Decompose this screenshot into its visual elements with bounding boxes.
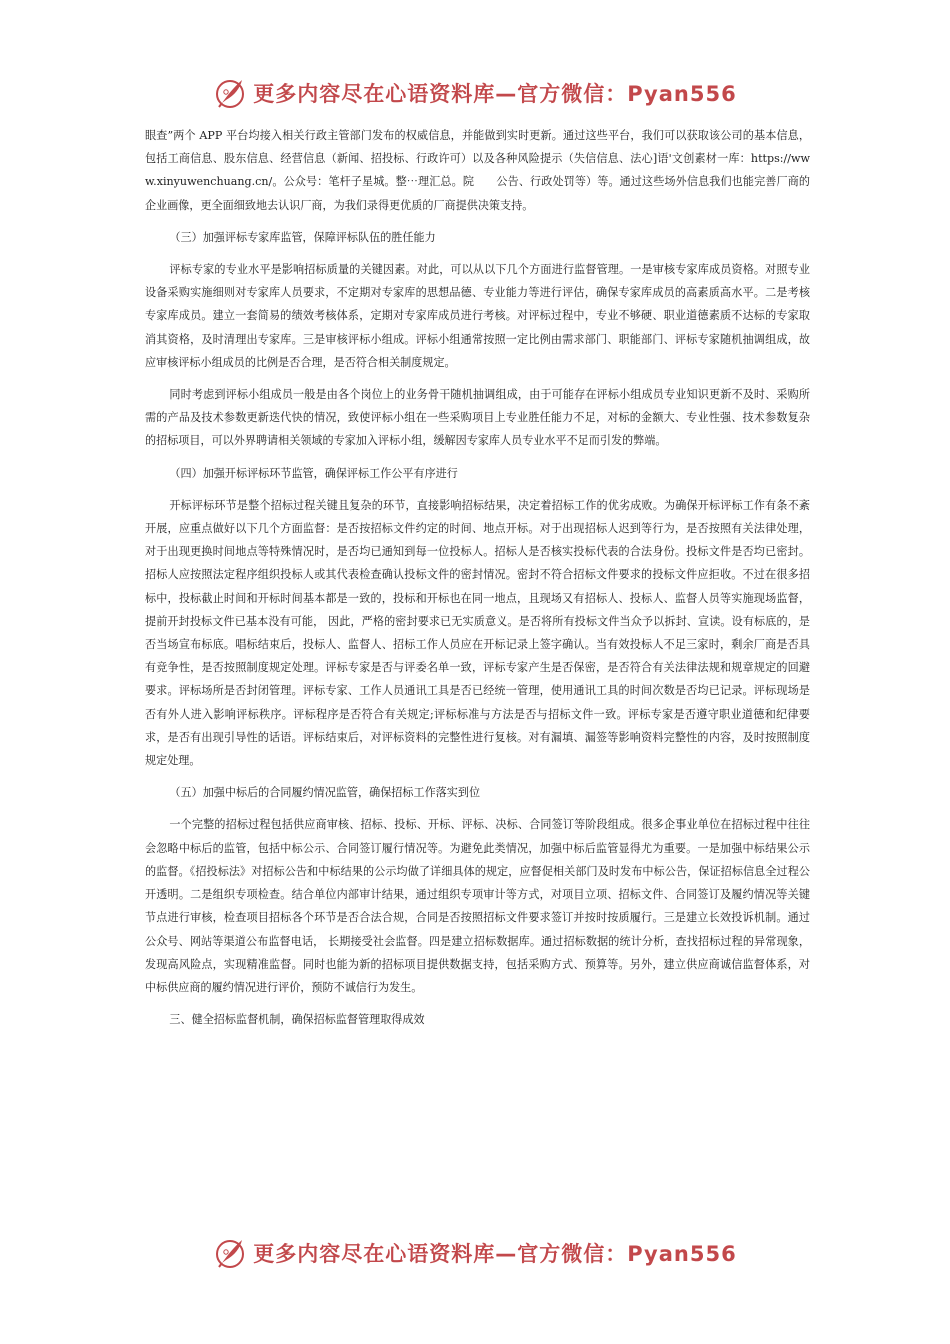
section-heading-4: （四）加强开标评标环节监管，确保评标工作公平有序进行 xyxy=(169,466,458,480)
document-body xyxy=(145,124,810,1040)
section-heading-5: （五）加强中标后的合同履约情况监管，确保招标工作落实到位 xyxy=(169,786,481,800)
paragraph-3-2: 同时考虑到评标小组成员一般是由各个岗位上的业务骨干随机抽调组成，由于可能存在评标小组成员专业知识更新不及时、采购所需的产品及技术参数更新迭代快的情况，致使评标小组在一些采购项目上专业胜任能力不足，对标的金额大、专业性强、技术参数复杂的招标项目，可以外界聘请相关领域的专家加入评标小组，缓解因专家库人员专业水平不足而引发的弊端。 xyxy=(145,388,810,448)
chapter-heading-3: 三、健全招标监督机制，确保招标监督管理取得成效 xyxy=(169,1013,425,1027)
paragraph-5-1: 一个完整的招标过程包括供应商审核、招标、投标、开标、评标、决标、合同签订等阶段组成。很多企事业单位在招标过程中往往会忽略中标后的监管，包括中标公示、合同签订履行情况等。为避免此类情况，加强中标后监管显得尤为重要。一是加强中标结果公示的监督。《招投标法》对招标公告和中标结果的公示均做了详细具体的规定，应督促相关部门及时发布中标公告，保证招标信息全过程公开透明。二是组织专项检查。结合单位内部审计结果，通过组织专项审计等方式，对项目立项、招标文件、合同签订及履约情况等关键节点进行审核，检查项目招标各个环节是否合法合规，合同是否按照招标文件要求签订并按时按质履行。三是建立长效投诉机制。通过公众号、网站等渠道公布监督电话， 长期接受社会监督。四是建立招标数据库。通过招标数据的统计分析，查找招标过程的异常现象，发现高风险点，实现精准监督。同时也能为新的招标项目提供数据支持，包括采购方式、预算等。另外，建立供应商诚信监督体系，对中标供应商的履约情况进行评价，预防不诚信行为发生。 xyxy=(145,818,810,994)
header-banner xyxy=(0,73,950,113)
quill-pen-icon xyxy=(213,76,247,110)
footer-banner xyxy=(0,1233,950,1273)
intro-paragraph: 眼查”两个 APP 平台均接入相关行政主管部门发布的权威信息，并能做到实时更新。通过这些平台，我们可以获取该公司的基本信息，包括工商信息、股东信息、经营信息（新闻、招投标、行政许可）以及各种风险提示（失信信息、法心]语'文创素材一库：https://www.xinyuwenchuang.cn/。公众号：笔杆子星城。整⋯理汇总。院 公告、行政处罚等）等。通过这些场外信息我们也能完善厂商的企业画像，更全面细致地去认识厂商，为我们录得更优质的厂商提供决策支持。 xyxy=(145,129,810,212)
banner-text: 更多内容尽在心语资料库—官方微信：Pyan556 xyxy=(253,1242,737,1266)
banner-text: 更多内容尽在心语资料库—官方微信：Pyan556 xyxy=(253,82,737,106)
paragraph-4-1: 开标评标环节是整个招标过程关键且复杂的环节，直接影响招标结果，决定着招标工作的优劣成败。为确保开标评标工作有条不紊开展，应重点做好以下几个方面监督：是否按招标文件约定的时间、地点开标。对于出现招标人迟到等行为，是否按照有关法律处理，对于出现更换时间地点等特殊情况时，是否均已通知到每一位投标人。招标人是否核实投标代表的合法身份。投标文件是否均已密封。招标人应按照法定程序组织投标人或其代表检查确认投标文件的密封情况。密封不符合招标文件要求的投标文件应拒收。不过在很多招标中，投标截止时间和开标时间基本都是一致的，投标和开标也在同一地点，且现场又有招标人、投标人、监督人员等实施现场监督，提前开封投标文件已基本没有可能， 因此，严格的密封要求已无实质意义。是否将所有投标文件当众予以拆封、宣读。设有标底的，是否当场宣布标底。唱标结束后，投标人、监督人、招标工作人员应在开标记录上签字确认。当有效投标人不足三家时，剩余厂商是否具有竞争性，是否按照制度规定处理。评标专家是否与评委名单一致，评标专家产生是否保密，是否符合有关法律法规和规章规定的回避要求。评标场所是否封闭管理。评标专家、工作人员通讯工具是否已经统一管理，使用通讯工具的时间次数是否均已记录。评标现场是否有外人进入影响评标秩序。评标程序是否符合有关规定;评标标准与方法是否与招标文件一致。评标专家是否遵守职业道德和纪律要求，是否有出现引导性的话语。评标结束后，对评标资料的完整性进行复核。对有漏填、漏签等影响资料完整性的内容，及时按照制度规定处理。 xyxy=(145,498,810,768)
quill-pen-icon xyxy=(213,1236,247,1270)
paragraph-3-1: 评标专家的专业水平是影响招标质量的关键因素。对此，可以从以下几个方面进行监督管理。一是审核专家库成员资格。对照专业设备采购实施细则对专家库人员要求，不定期对专家库的思想品德、专业能力等进行评估，确保专家库成员的高素质高水平。二是考核专家库成员。建立一套简易的绩效考核体系，定期对专家库成员进行考核。对评标过程中，专业不够硬、职业道德素质不达标的专家取消其资格，及时清理出专家库。三是审核评标小组成。评标小组通常按照一定比例由需求部门、职能部门、评标专家随机抽调组成，故应审核评标小组成员的比例是否合理，是否符合相关制度规定。 xyxy=(145,263,810,369)
section-heading-3: （三）加强评标专家库监管，保障评标队伍的胜任能力 xyxy=(169,230,436,244)
